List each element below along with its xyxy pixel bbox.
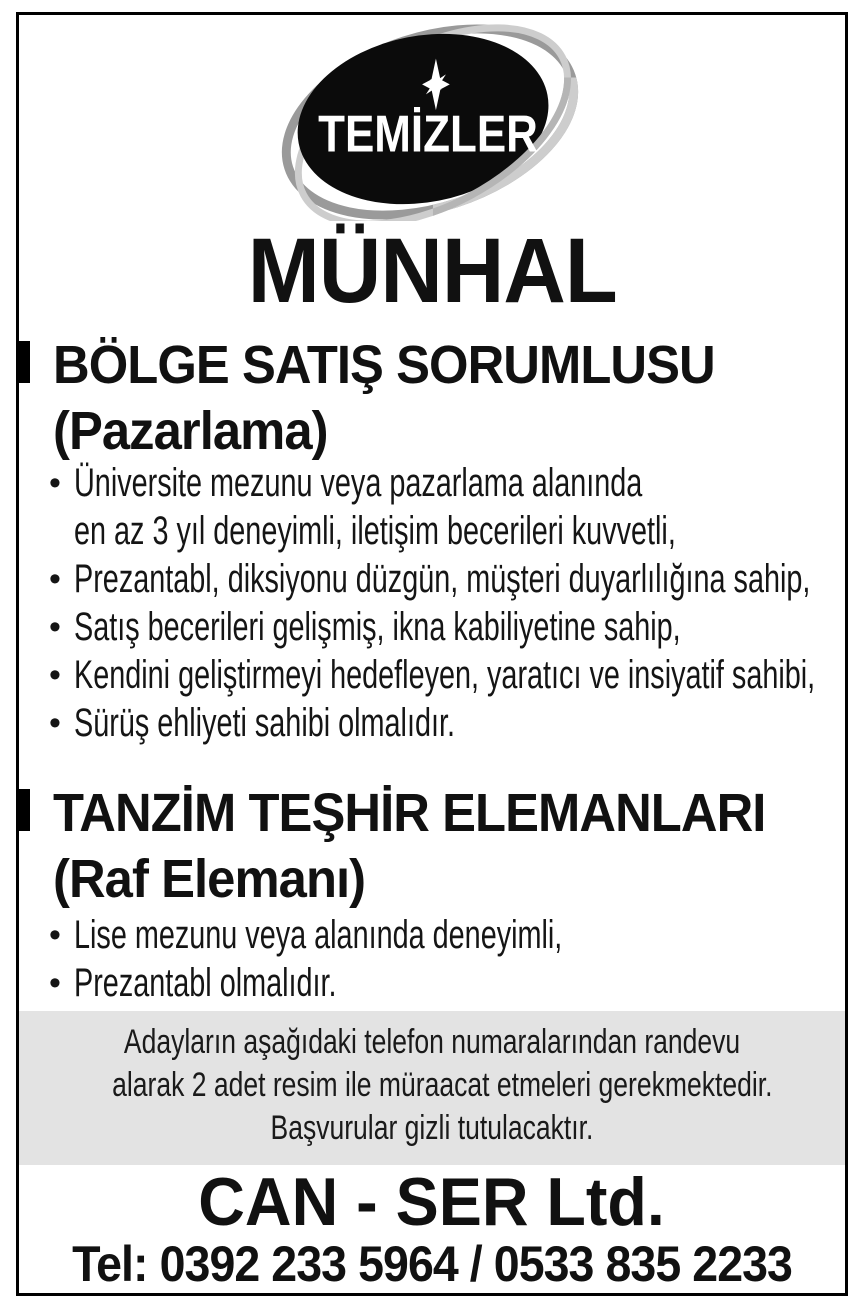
bullet-icon: • [49, 560, 61, 598]
section-sales-subheading [53, 399, 835, 464]
instruction-text: alarak 2 adet resim ile müraacat etmeleri gerekmektedir. [112, 1066, 773, 1104]
bullet-icon: • [49, 464, 61, 502]
logo-area [19, 23, 845, 226]
application-instructions [19, 1011, 845, 1165]
logo-brand-text: TEMİZLER [318, 104, 538, 163]
section-sales-heading [53, 333, 835, 398]
bullet-icon: • [49, 608, 61, 646]
section-merchandiser-heading [53, 781, 835, 846]
requirement-text: Satış becerileri gelişmiş, ikna kabiliyetine sahip, [74, 605, 681, 649]
requirement-text: Prezantabl, diksiyonu düzgün, müşteri duyarlılığına sahip, [74, 557, 811, 601]
bullet-icon: • [49, 656, 61, 694]
merchandiser-requirements-list [49, 911, 833, 1007]
requirement-text: en az 3 yıl deneyimli, iletişim becerileri kuvvetli, [74, 509, 676, 553]
page-title [19, 221, 845, 322]
sales-requirements-list [49, 459, 833, 747]
company-name [19, 1163, 845, 1241]
company-name-text: CAN - SER Ltd. [198, 1164, 666, 1240]
section-heading-text: TANZİM TEŞHİR ELEMANLARI [53, 783, 766, 843]
instruction-line [19, 1107, 845, 1150]
phone-numbers-text: Tel: 0392 233 5964 / 0533 835 2233 [72, 1236, 792, 1292]
requirement-item [49, 699, 833, 747]
requirement-item [49, 603, 833, 651]
bullet-icon: • [49, 704, 61, 742]
requirement-text: Prezantabl olmalıdır. [74, 961, 337, 1005]
instruction-line [19, 1064, 845, 1107]
requirement-item [49, 459, 833, 507]
ad-border-frame [16, 12, 848, 1296]
temizler-logo [258, 23, 598, 221]
section-marker [16, 341, 30, 383]
requirement-item [49, 555, 833, 603]
instruction-text: Adayların aşağıdaki telefon numaralarından randevu [123, 1023, 741, 1061]
section-subheading-text: (Raf Elemanı) [53, 849, 366, 909]
section-marker [16, 789, 30, 831]
section-subheading-text: (Pazarlama) [53, 401, 328, 461]
requirement-text: Sürüş ehliyeti sahibi olmalıdır. [74, 701, 455, 745]
requirement-text: Kendini geliştirmeyi hedefleyen, yaratıcı ve insiyatif sahibi, [74, 653, 816, 697]
page-title-text: MÜNHAL [247, 220, 617, 322]
requirement-text: Üniversite mezunu veya pazarlama alanında [74, 461, 643, 505]
bullet-icon: • [49, 964, 61, 1002]
requirement-item [49, 651, 833, 699]
requirement-item [49, 507, 833, 555]
bullet-icon: • [49, 916, 61, 954]
requirement-item [49, 911, 833, 959]
requirement-item [49, 959, 833, 1007]
section-merchandiser-subheading [53, 847, 835, 912]
section-heading-text: BÖLGE SATIŞ SORUMLUSU [53, 335, 715, 395]
phone-line [19, 1237, 845, 1292]
requirement-text: Lise mezunu veya alanında deneyimli, [74, 913, 563, 957]
instruction-line [19, 1021, 845, 1064]
instruction-text: Başvurular gizli tutulacaktır. [270, 1109, 594, 1147]
